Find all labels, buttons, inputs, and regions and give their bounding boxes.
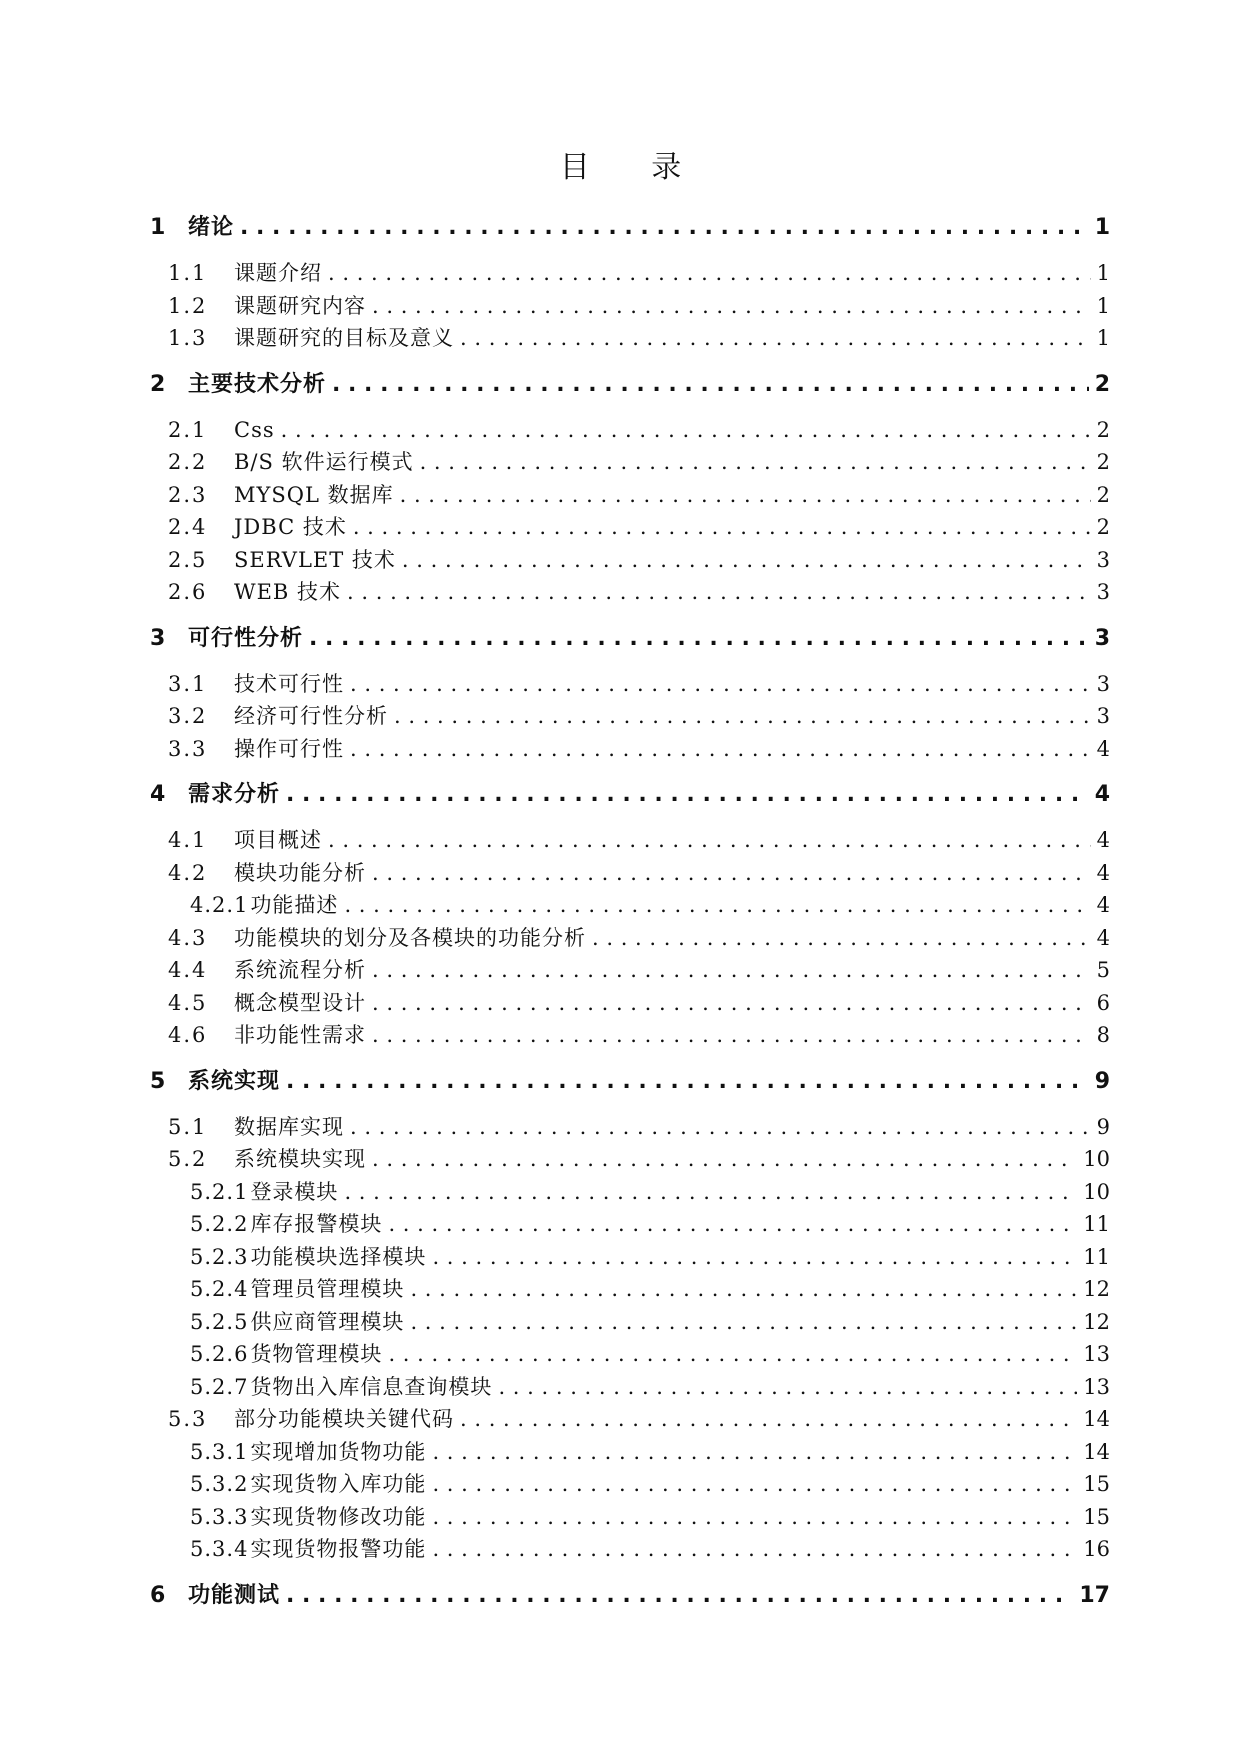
toc-entry[interactable] — [150, 779, 1110, 810]
toc-entry-page-number: 12 — [1083, 1309, 1110, 1334]
toc-entry[interactable] — [150, 1403, 1110, 1436]
toc-entry-number: 2.3 — [168, 482, 208, 507]
toc-entry[interactable] — [150, 1306, 1110, 1339]
dot-leader — [410, 1306, 1077, 1339]
toc-entry[interactable] — [150, 1533, 1110, 1566]
dot-leader — [332, 369, 1089, 400]
toc-entry-page-number: 9 — [1096, 1114, 1110, 1139]
toc-entry-label: 实现货物修改功能 — [250, 1504, 427, 1529]
toc-entry-label: 功能模块的划分及各模块的功能分析 — [234, 925, 586, 950]
toc-entry-label: WEB 技术 — [234, 580, 342, 604]
toc-entry-number: 5.2.4 — [190, 1277, 249, 1301]
toc-entry-page-number: 15 — [1083, 1472, 1110, 1496]
toc-entry-page-number: 2 — [1096, 482, 1110, 507]
toc-entry[interactable] — [150, 446, 1110, 479]
dot-leader — [410, 1273, 1077, 1306]
toc-entry-number: 2.6 — [168, 580, 208, 604]
toc-entry[interactable] — [150, 290, 1110, 323]
toc-entry-page-number: 13 — [1083, 1342, 1110, 1366]
toc-entry-label: SERVLET 技术 — [234, 547, 396, 572]
toc-entry[interactable] — [150, 414, 1110, 447]
toc-entry[interactable] — [150, 700, 1110, 733]
toc-entry[interactable] — [150, 369, 1110, 400]
toc-entry-number: 3.1 — [168, 671, 208, 696]
toc-entry-page-number: 3 — [1094, 625, 1110, 651]
toc-entry-page-number: 10 — [1083, 1147, 1110, 1171]
toc-entry-number: 2.4 — [168, 515, 208, 539]
toc-entry-number: 1.2 — [168, 293, 208, 318]
dot-leader — [432, 1241, 1077, 1274]
toc-entry-label: 实现货物报警功能 — [250, 1537, 427, 1561]
toc-entry[interactable] — [150, 1143, 1110, 1176]
toc-entry-number: 5 — [150, 1068, 166, 1094]
toc-entry-label: 课题介绍 — [234, 261, 322, 285]
toc-entry-page-number: 4 — [1094, 782, 1110, 807]
toc-entry[interactable] — [150, 1241, 1110, 1274]
toc-entry-page-number: 17 — [1079, 1582, 1110, 1608]
toc-entry[interactable] — [150, 668, 1110, 701]
dot-leader — [432, 1436, 1077, 1469]
toc-entry-page-number: 14 — [1083, 1407, 1110, 1431]
toc-entry-number: 5.2.7 — [190, 1374, 249, 1399]
toc-entry-label: 部分功能模块关键代码 — [234, 1407, 454, 1431]
toc-entry[interactable] — [150, 1273, 1110, 1306]
toc-entry-number: 4.2.1 — [190, 893, 249, 917]
dot-leader — [460, 1403, 1077, 1436]
dot-leader — [372, 857, 1091, 890]
dot-leader — [372, 1019, 1091, 1052]
toc-entry-number: 3.3 — [168, 736, 208, 761]
toc-entry-page-number: 10 — [1083, 1179, 1110, 1204]
toc-entry-number: 5.2.2 — [190, 1212, 249, 1236]
toc-entry-number: 1 — [150, 215, 166, 240]
toc-entry-label: 概念模型设计 — [234, 990, 366, 1015]
toc-entry-label: 系统流程分析 — [234, 958, 366, 982]
dot-leader — [432, 1468, 1077, 1501]
toc-entry-label: MYSQL 数据库 — [234, 482, 394, 507]
toc-entry[interactable] — [150, 1468, 1110, 1501]
toc-entry-page-number: 4 — [1096, 925, 1110, 950]
dot-leader — [286, 1066, 1089, 1097]
toc-entry-label: 经济可行性分析 — [234, 704, 388, 728]
dot-leader — [344, 1176, 1077, 1209]
toc-entry-number: 1.3 — [168, 326, 208, 350]
toc-entry-label: 功能描述 — [250, 893, 339, 917]
toc-entry-label: 需求分析 — [188, 782, 281, 807]
toc-entry-number: 5.1 — [168, 1114, 208, 1139]
toc-entry-label: 系统模块实现 — [234, 1147, 366, 1171]
toc-entry-number: 3 — [150, 625, 166, 651]
toc-entry[interactable] — [150, 733, 1110, 766]
dot-leader — [286, 779, 1089, 810]
toc-entry[interactable] — [150, 1066, 1110, 1097]
toc-entry[interactable] — [150, 824, 1110, 857]
toc-entry-label: 货物出入库信息查询模块 — [250, 1374, 493, 1399]
toc-entry[interactable] — [150, 1208, 1110, 1241]
dot-leader — [372, 290, 1091, 323]
toc-entry-number: 5.3.3 — [190, 1504, 249, 1529]
toc-entry[interactable] — [150, 889, 1110, 922]
toc-entry-number: 2.1 — [168, 417, 208, 442]
toc-entry[interactable] — [150, 576, 1110, 609]
toc-entry-number: 2.2 — [168, 450, 208, 474]
toc-entry-label: 模块功能分析 — [234, 860, 366, 885]
toc-entry[interactable] — [150, 511, 1110, 544]
toc-entry[interactable] — [150, 1019, 1110, 1052]
toc-entry-page-number: 1 — [1096, 326, 1110, 350]
toc-entry-number: 5.3.2 — [190, 1472, 249, 1496]
toc-entry-label: 项目概述 — [234, 828, 322, 852]
toc-entry-page-number: 14 — [1083, 1439, 1110, 1464]
toc-entry-page-number: 15 — [1083, 1504, 1110, 1529]
toc-entry-label: Css — [234, 417, 275, 442]
toc-entry-label: 技术可行性 — [234, 671, 344, 696]
toc-entry-page-number: 11 — [1083, 1244, 1110, 1269]
toc-entry[interactable] — [150, 479, 1110, 512]
toc-entry[interactable] — [150, 544, 1110, 577]
toc-entry-label: B/S 软件运行模式 — [234, 450, 414, 474]
toc-entry-number: 5.2.1 — [190, 1179, 249, 1204]
dot-leader — [372, 954, 1091, 987]
toc-entry-label: 登录模块 — [250, 1179, 339, 1204]
toc-entry[interactable] — [150, 954, 1110, 987]
toc-entry-number: 5.2.3 — [190, 1244, 249, 1269]
toc-entry[interactable] — [150, 1371, 1110, 1404]
toc-entry-label: 课题研究内容 — [234, 293, 366, 318]
toc-entry[interactable] — [150, 922, 1110, 955]
toc-entry-number: 5.2.6 — [190, 1342, 249, 1366]
toc-entry-page-number: 2 — [1096, 515, 1110, 539]
toc-entry-page-number: 1 — [1094, 215, 1110, 240]
dot-leader — [394, 700, 1091, 733]
toc-entry-label: 功能模块选择模块 — [250, 1244, 427, 1269]
toc-entry-page-number: 4 — [1096, 736, 1110, 761]
toc-entry-number: 2.5 — [168, 547, 208, 572]
toc-entry-label: 实现增加货物功能 — [250, 1439, 427, 1464]
toc-entry-number: 5.2 — [168, 1147, 208, 1171]
toc-entry-page-number: 13 — [1083, 1374, 1110, 1399]
dot-leader — [240, 212, 1089, 243]
toc-entry-page-number: 6 — [1096, 990, 1110, 1015]
dot-leader — [402, 544, 1091, 577]
dot-leader — [432, 1501, 1077, 1534]
toc-entry-number: 4.4 — [168, 958, 208, 982]
toc-entry-label: 库存报警模块 — [250, 1212, 383, 1236]
toc-entry-number: 4 — [150, 782, 166, 807]
dot-leader — [353, 511, 1091, 544]
toc-entry-number: 4.6 — [168, 1023, 208, 1047]
dot-leader — [350, 1111, 1091, 1144]
toc-entry-label: 绪论 — [188, 215, 235, 240]
toc-entry[interactable] — [150, 1338, 1110, 1371]
toc-entry-number: 6 — [150, 1582, 166, 1608]
toc-entry[interactable] — [150, 212, 1110, 243]
toc-entry[interactable] — [150, 1176, 1110, 1209]
dot-leader — [286, 1580, 1073, 1611]
toc-entry-page-number: 3 — [1096, 580, 1110, 604]
toc-entry[interactable] — [150, 1111, 1110, 1144]
table-of-contents — [150, 212, 1110, 1611]
dot-leader — [372, 987, 1091, 1020]
dot-leader — [432, 1533, 1077, 1566]
toc-entry-number: 4.3 — [168, 925, 208, 950]
toc-entry-page-number: 2 — [1094, 371, 1110, 397]
dot-leader — [328, 257, 1091, 290]
dot-leader — [400, 479, 1091, 512]
toc-entry[interactable] — [150, 857, 1110, 890]
dot-leader — [350, 668, 1091, 701]
toc-entry-page-number: 4 — [1096, 893, 1110, 917]
toc-entry-label: 系统实现 — [188, 1068, 281, 1094]
toc-entry-page-number: 1 — [1096, 293, 1110, 318]
toc-entry-label: 可行性分析 — [188, 625, 304, 651]
toc-entry-page-number: 4 — [1096, 828, 1110, 852]
toc-entry-label: 非功能性需求 — [234, 1023, 366, 1047]
dot-leader — [498, 1371, 1077, 1404]
toc-entry-label: 管理员管理模块 — [250, 1277, 405, 1301]
dot-leader — [460, 322, 1091, 355]
toc-entry-label: 课题研究的目标及意义 — [234, 326, 454, 350]
dot-leader — [372, 1143, 1077, 1176]
dot-leader — [309, 623, 1089, 654]
toc-entry-page-number: 5 — [1096, 958, 1110, 982]
toc-entry-number: 5.3 — [168, 1407, 208, 1431]
toc-entry-number: 4.5 — [168, 990, 208, 1015]
toc-entry-number: 2 — [150, 371, 166, 397]
toc-entry-number: 5.3.1 — [190, 1439, 249, 1464]
dot-leader — [388, 1208, 1077, 1241]
toc-entry-page-number: 2 — [1096, 450, 1110, 474]
toc-entry-number: 4.1 — [168, 828, 208, 852]
toc-entry-page-number: 11 — [1083, 1212, 1110, 1236]
dot-leader — [328, 824, 1091, 857]
toc-entry[interactable] — [150, 1501, 1110, 1534]
toc-entry-page-number: 3 — [1096, 671, 1110, 696]
dot-leader — [420, 446, 1091, 479]
dot-leader — [281, 414, 1091, 447]
toc-entry[interactable] — [150, 1580, 1110, 1611]
toc-entry-page-number: 2 — [1096, 417, 1110, 442]
toc-entry-page-number: 8 — [1096, 1023, 1110, 1047]
toc-entry-page-number: 9 — [1094, 1068, 1110, 1094]
toc-entry-label: 操作可行性 — [234, 736, 344, 761]
toc-entry-label: 供应商管理模块 — [250, 1309, 405, 1334]
toc-entry-page-number: 1 — [1096, 261, 1110, 285]
dot-leader — [592, 922, 1091, 955]
toc-entry-page-number: 3 — [1096, 704, 1110, 728]
page-title: 目 录 — [559, 150, 708, 185]
toc-entry-page-number: 16 — [1083, 1537, 1110, 1561]
toc-entry[interactable] — [150, 623, 1110, 654]
toc-entry-number: 5.2.5 — [190, 1309, 249, 1334]
dot-leader — [350, 733, 1091, 766]
toc-entry[interactable] — [150, 987, 1110, 1020]
toc-entry[interactable] — [150, 1436, 1110, 1469]
toc-entry-label: 功能测试 — [188, 1582, 281, 1608]
toc-entry-page-number: 12 — [1083, 1277, 1110, 1301]
toc-entry-page-number: 4 — [1096, 860, 1110, 885]
toc-entry-label: JDBC 技术 — [234, 515, 347, 539]
toc-entry-page-number: 3 — [1096, 547, 1110, 572]
toc-entry-number: 3.2 — [168, 704, 208, 728]
toc-entry-number: 1.1 — [168, 261, 208, 285]
dot-leader — [347, 576, 1091, 609]
toc-entry-number: 4.2 — [168, 860, 208, 885]
dot-leader — [388, 1338, 1077, 1371]
toc-entry-label: 数据库实现 — [234, 1114, 344, 1139]
toc-entry-label: 实现货物入库功能 — [250, 1472, 427, 1496]
dot-leader — [344, 889, 1090, 922]
toc-entry-label: 货物管理模块 — [250, 1342, 383, 1366]
toc-entry-label: 主要技术分析 — [188, 371, 327, 397]
toc-entry-number: 5.3.4 — [190, 1537, 249, 1561]
toc-entry[interactable] — [150, 257, 1110, 290]
toc-entry[interactable] — [150, 322, 1110, 355]
